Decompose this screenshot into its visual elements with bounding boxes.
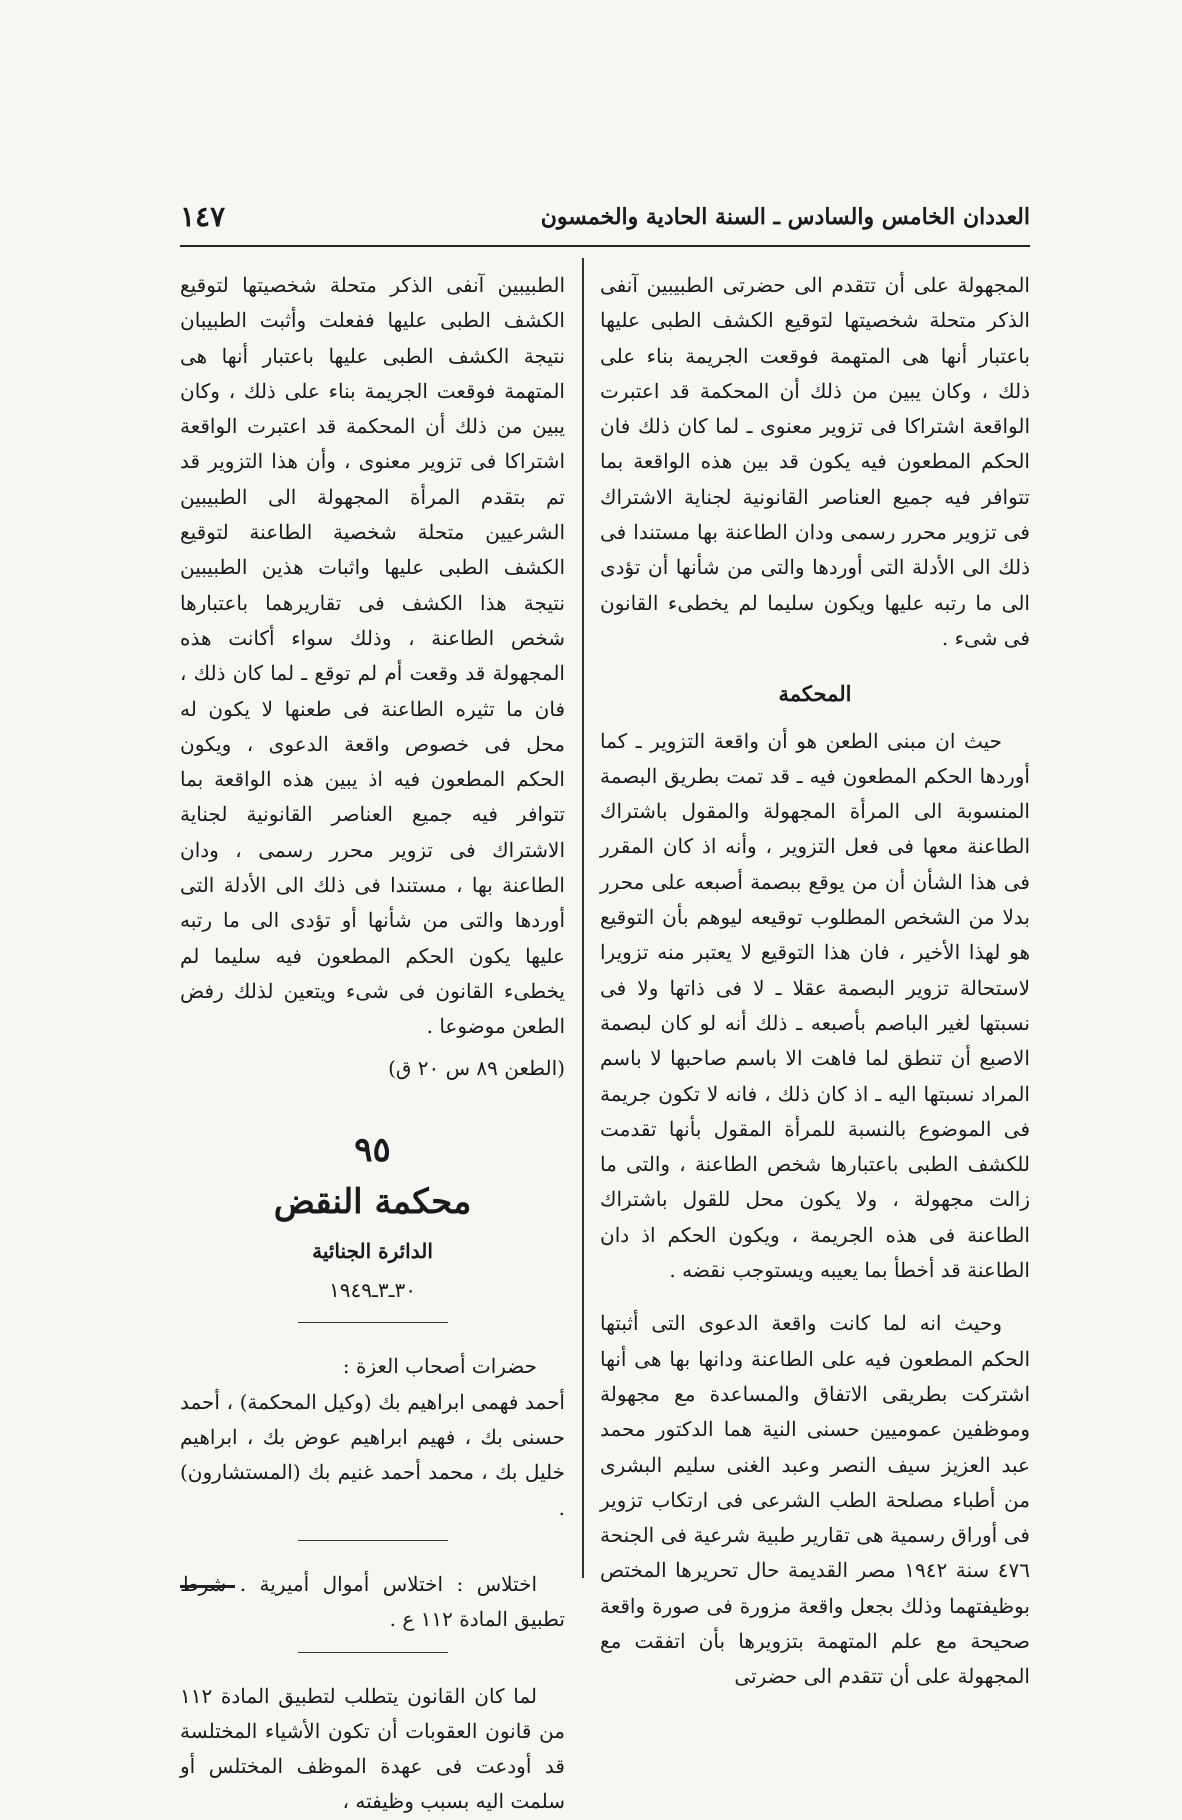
left-column (180, 268, 565, 1820)
case-number: ٩٥ (354, 1129, 391, 1170)
paragraph: وحيث انه لما كانت واقعة الدعوى التى أثبتها الحكم المطعون فيه على الطاعنة ودانها بها هى أنها اشتركت بطريقى الاتفاق والمساعدة مع مجهولة وموظفين عموميين حسنى النية هما الدكتور محمد عبد العزيز سيف النصر وعبد الغنى سليم البشرى من أطباء مصلحة الطب الشرعى فى ارتكاب تزوير فى أوراق رسمية هى تقارير طبية شرعية فى الجنحة ٤٧٦ سنة ١٩٤٢ مصر القديمة حال تحريرها المختص بوظيفتهما وذلك بجعل واقعة مزورة فى صورة واقعة صحيحة مع علم المتهمة بتزويرها بأن اتفقت مع المجهولة على أن تتقدم الى حضرتى (600, 1311, 1030, 1689)
paragraph: حيث ان مبنى الطعن هو أن واقعة التزوير ـ كما أوردها الحكم المطعون فيه ـ قد تمت بطريق البصمة المنسوبة الى المرأة المجهولة والمقول باشتراك الطاعنة معها فى فعل التزوير ، وأنه اذ كان المقرر فى هذا الشأن أن من يوقع ببصمة أصبعه على محرر بدلا من الشخص المطلوب توقيعه ليوهم بأن التوقيع هو لهذا الأخير ، فان هذا التوقيع لا يعتبر منه تزويرا لاستحالة تزوير البصمة عقلا ـ لا فى ذاتها ولا فى نسبتها لغير الباصم بأصبعه ـ ذلك أنه لو كان لبصمة الاصبع أن تنطق لما فاهت الا باسم صاحبها لا باسم المراد نسبتها اليه ـ اذ كان ذلك ، فانه لا تكون جريمة فى الموضوع بالنسبة للمرأة المقول بأنها تقدمت للكشف الطبى باعتبارها شخص الطاعنة ، والتى ما زالت مجهولة ، ولا يكون محل للقول باشتراك الطاعنة فى هذه الجريمة ، ويكون الحكم اذ دان الطاعنة قد أخطأ بما يعيبه ويستوجب نقضه . (600, 728, 1030, 1283)
court-name: محكمة النقض (273, 1181, 472, 1222)
right-column (600, 268, 1030, 1695)
attendees-list: أحمد فهمى ابراهيم بك (وكيل المحكمة) ، أحمد حسنى بك ، فهيم ابراهيم عوض بك ، ابراهيم خليل بك ، محمد أحمد غنيم بك (المستشارون) . (180, 1389, 565, 1520)
column-divider (582, 258, 584, 1578)
paragraph-continued: المجهولة على أن تتقدم الى حضرتى الطبيبين آنفى الذكر متحلة شخصيتها لتوقيع الكشف الطبى عليها باعتبار أنها هى المتهمة فوقعت الجريمة بناء على ذلك ، وكان يبين من ذلك أن المحكمة قد اعتبرت الواقعة اشتراكا فى تزوير معنوى ـ لما كان ذلك فان الحكم المطعون فيه يكون قد بين هذه الواقعة بما تتوافر فيه جميع العناصر القانونية لجناية الاشتراك فى تزوير محرر رسمى ودان الطاعنة بها مستندا فى ذلك الى الأدلة التى أوردها والتى من شأنها أن تؤدى الى ما رتبه عليها ويكون سليما لم يخطىء القانون فى شىء . (600, 273, 1030, 650)
footnote-rule (180, 1585, 235, 1588)
section-rule (298, 1652, 448, 1653)
attendees-intro: حضرات أصحاب العزة : (342, 1354, 537, 1379)
circuit-name: الدائرة الجنائية (312, 1238, 433, 1263)
ruling-date: ٣٠ـ٣ـ١٩٤٩ (329, 1278, 416, 1303)
section-rule (298, 1322, 448, 1323)
header-rule (180, 245, 1030, 247)
page-number: ١٤٧ (180, 200, 226, 233)
case-reference: (الطعن ٨٩ س ٢٠ ق) (388, 1055, 565, 1080)
section-heading: المحكمة (778, 681, 852, 707)
running-title: العددان الخامس والسادس ـ السنة الحادية والخمسون (540, 204, 1030, 230)
page-header (180, 198, 1030, 248)
paragraph: لما كان القانون يتطلب لتطبيق المادة ١١٢ من قانون العقوبات أن تكون الأشياء المختلسة قد أودعت فى عهدة الموظف المختلس أو سلمت اليه بسبب وظيفته ، (180, 1683, 565, 1814)
paragraph-gap (600, 1288, 1030, 1306)
paragraph-continued: الطبيبين آنفى الذكر متحلة شخصيتها لتوقيع الكشف الطبى عليها ففعلت وأثبت الطبيبان نتيجة الكشف الطبى عليها باعتبار أنها هى المتهمة فوقعت الجريمة بناء على ذلك ، وكان يبين من ذلك أن المحكمة قد اعتبرت الواقعة اشتراكا فى تزوير معنوى ، وأن هذا التزوير قد تم بتقدم المرأة المجهولة الى الطبيبين الشرعيين متحلة شخصية الطاعنة لتوقيع الكشف الطبى عليها واثبات هذين الطبيبين نتيجة هذا الكشف فى تقاريرهما باعتبارها شخص الطاعنة ، وذلك سواء أكانت هذه المجهولة قد وقعت أم لم توقع ـ لما كان ذلك ، فان ما تثيره الطاعنة فى طعنها لا يكون له محل فى خصوص واقعة الدعوى ، ويكون الحكم المطعون فيه اذ يبين هذه الواقعة بما تتوافر فيه جميع العناصر القانونية لجناية الاشتراك فى تزوير محرر رسمى ، ودان الطاعنة بها ، مستندا فى ذلك الى الأدلة التى أوردها والتى من شأنها أو تؤدى الى ما رتبه عليها يكون الحكم المطعون فيه سليما لم يخطىء القانون فى شىء ويتعين لذلك رفض الطعن موضوعا . (180, 273, 565, 1039)
section-rule (298, 1540, 448, 1541)
case-summary: اختلاس : اختلاس أموال أميرية . شرط تطبيق المادة ١١٢ ع . (180, 1571, 565, 1632)
